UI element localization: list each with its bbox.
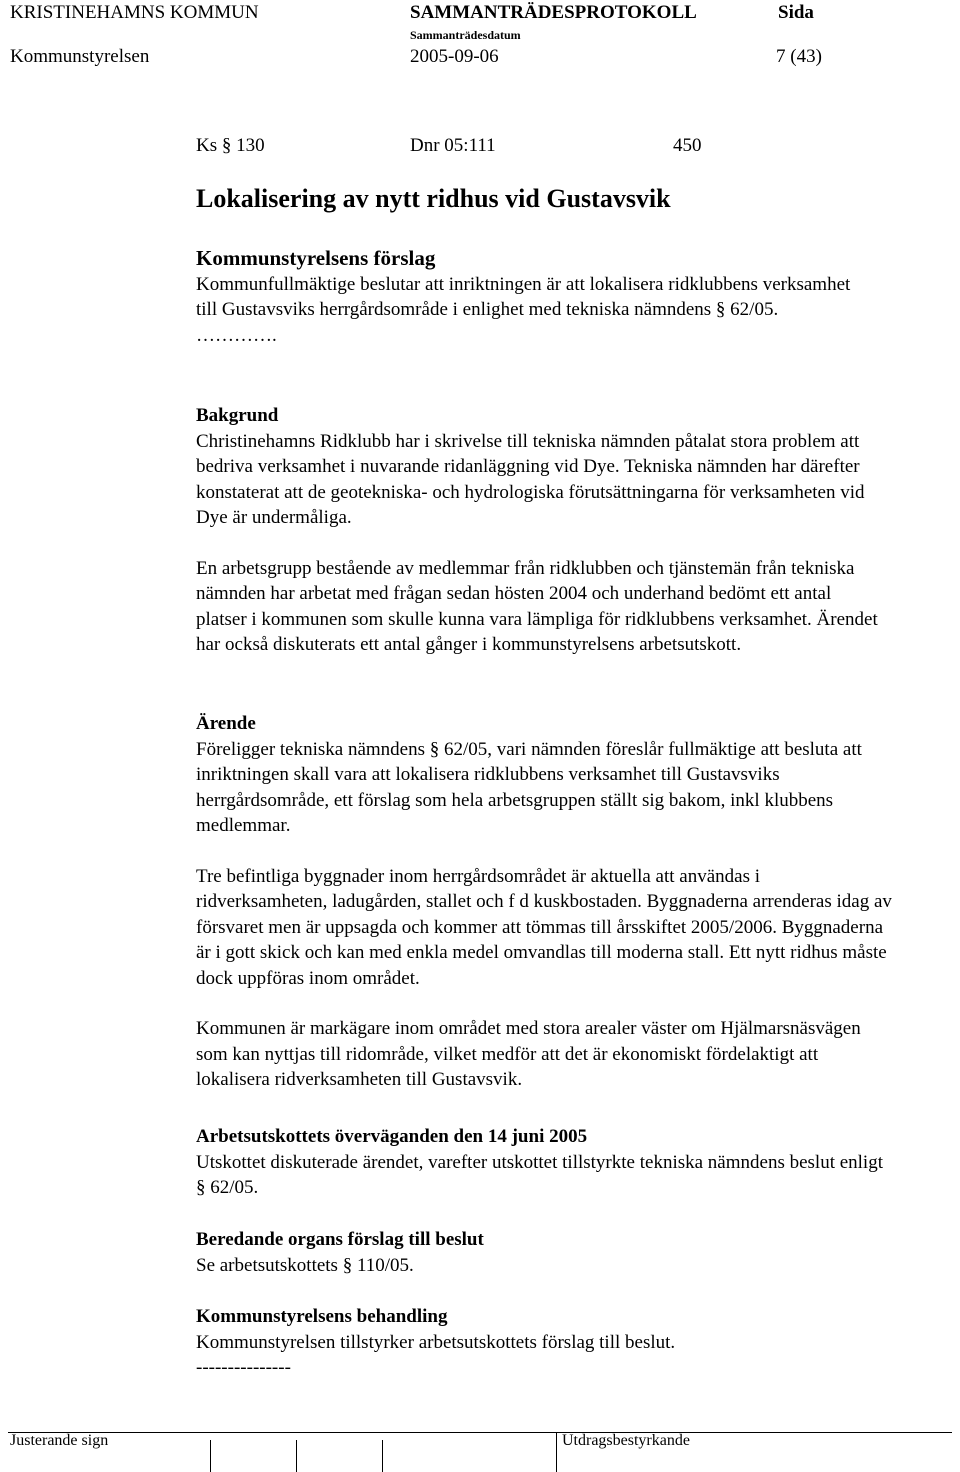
protocol-title: SAMMANTRÄDESPROTOKOLL xyxy=(410,2,697,23)
case-code: 450 xyxy=(673,135,702,156)
matter-paragraph-3: Kommunen är markägare inom området med stora arealer väster om Hjälmarsnäsvägen som kan nyttjas till ridområde, vilket medför att det är ekonomiskt fördelaktigt att lokalisera ridverksamheten till Gustavsvik. xyxy=(196,1018,861,1090)
background-paragraph-1: Christinehamns Ridklubb har i skrivelse till tekniska nämnden påtalat stora problem att bedriva verksamhet i nuvarande ridanläggning vid Dye. Tekniska nämnden har därefter konstaterat att de geotekniska- och hydrologiska förutsättningarna för verksamheten vid Dye är undermåliga. xyxy=(196,430,865,528)
handling-heading: Kommunstyrelsens behandling xyxy=(196,1306,448,1327)
footer-divider xyxy=(8,1432,952,1433)
working-committee-section xyxy=(196,1124,896,1201)
background-paragraph-2: En arbetsgrupp bestående av medlemmar från ridklubben och tjänstemän från tekniska nämnden har arbetat med frågan sedan hösten 2004 och underhand bedömt ett antal platser i kommunen som skulle kunna vara lämpliga för ridklubbens verksamhet. Ärendet har också diskuterats ett antal gånger i kommunstyrelsens arbetsutskott. xyxy=(196,557,878,655)
preparing-heading: Beredande organs förslag till beslut xyxy=(196,1229,484,1250)
footer-column-divider xyxy=(556,1432,557,1472)
footer-extract-label: Utdragsbestyrkande xyxy=(562,1432,690,1449)
matter-heading: Ärende xyxy=(196,713,256,734)
sign-box-divider-3 xyxy=(382,1440,383,1472)
working-committee-heading: Arbetsutskottets överväganden den 14 juni 2005 xyxy=(196,1126,588,1147)
meeting-date: 2005-09-06 xyxy=(410,46,499,67)
preparing-text: Se arbetsutskottets § 110/05. xyxy=(196,1254,414,1276)
proposal-heading: Kommunstyrelsens förslag xyxy=(196,246,436,270)
handling-text: Kommunstyrelsen tillstyrker arbetsutskottets förslag till beslut. xyxy=(196,1331,676,1353)
background-section xyxy=(196,403,896,658)
preparing-section xyxy=(196,1227,896,1278)
matter-paragraph-1: Föreligger tekniska nämndens § 62/05, vari nämnden föreslår fullmäktige att besluta att inriktningen skall vara att lokalisera ridklubbens verksamhet till Gustavsviks herrgårdsområde, ett förslag som hela arbetsgruppen ställt sig bakom, inkl klubbens medlemmar. xyxy=(196,738,862,836)
sign-box-divider-1 xyxy=(210,1440,211,1472)
body-name: Kommunstyrelsen xyxy=(10,46,150,67)
proposal-text: Kommunfullmäktige beslutar att inriktningen är att lokalisera ridklubbens verksamhet till Gustavsviks herrgårdsområde i enlighet med tekniska nämndens § 62/05. xyxy=(196,273,851,320)
handling-dashes: --------------- xyxy=(196,1357,291,1378)
date-label: Sammanträdesdatum xyxy=(410,28,521,42)
page-title: Lokalisering av nytt ridhus vid Gustavsvik xyxy=(196,184,671,213)
proposal-dots: …………. xyxy=(196,324,277,346)
case-dnr: Dnr 05:111 xyxy=(410,135,496,156)
working-committee-text: Utskottet diskuterade ärendet, varefter utskottet tillstyrkte tekniska nämndens beslut enligt § 62/05. xyxy=(196,1151,883,1198)
matter-paragraph-2: Tre befintliga byggnader inom herrgårdsområdet är aktuella att användas i ridverksamheten, ladugården, stallet och f d kuskbostaden. Byggnaderna arrenderas idag av försvaret men är uppsagda och kommer att tömmas till årsskiftet 2005/2006. Byggnaderna är i gott skick och kan med enkla medel omvandlas till moderna stall. Ett nytt ridhus måste dock uppföras inom området. xyxy=(196,865,892,989)
proposal-section xyxy=(196,246,896,348)
sign-box-divider-2 xyxy=(296,1440,297,1472)
municipality-name: KRISTINEHAMNS KOMMUN xyxy=(10,2,259,23)
footer-sign-label: Justerande sign xyxy=(10,1432,109,1449)
page-number: 7 (43) xyxy=(776,46,822,67)
matter-section xyxy=(196,711,896,1093)
page-label: Sida xyxy=(778,2,814,23)
background-heading: Bakgrund xyxy=(196,405,279,426)
handling-section xyxy=(196,1304,896,1381)
case-paragraph: Ks § 130 xyxy=(196,135,265,156)
